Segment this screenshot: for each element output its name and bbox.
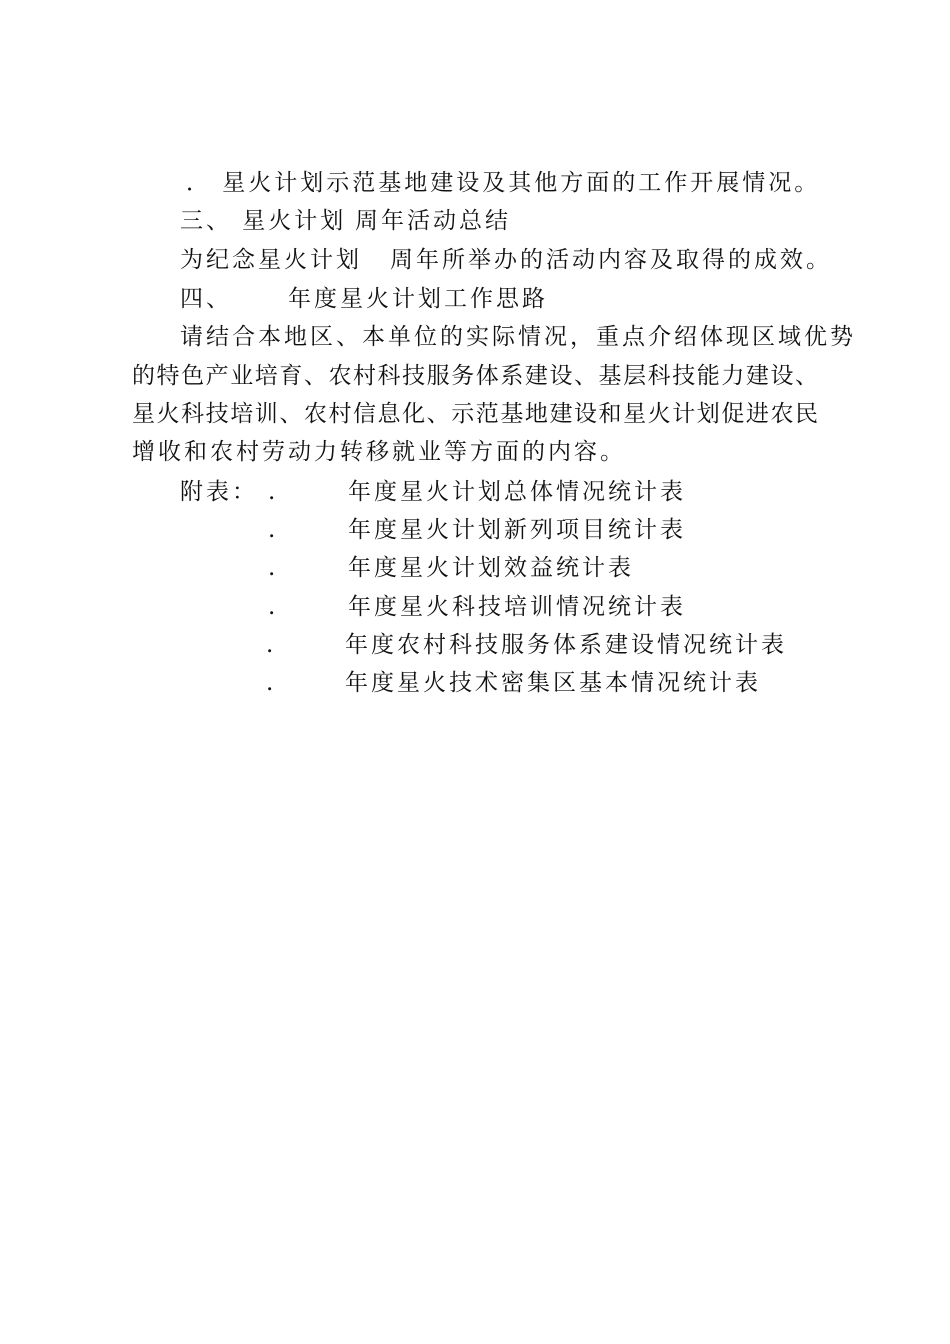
appendix-item-marker: . [268, 555, 279, 581]
section3-heading-part-b: 周年活动总结 [355, 208, 511, 234]
section3-body-part-b: 周年所举办的活动内容及取得的成效。 [390, 247, 832, 273]
appendix-item-text: 年度星火计划总体情况统计表 [348, 479, 686, 505]
section4-heading-part-a: 四、 [180, 286, 232, 312]
section4-body-line-2: 的特色产业培育、农村科技服务体系建设、基层科技能力建设、 [132, 363, 818, 389]
appendix-item-text: 年度农村科技服务体系建设情况统计表 [345, 632, 787, 658]
section3-body-part-a: 为纪念星火计划 [180, 247, 362, 273]
section3-heading-part-a: 三、 星火计划 [180, 208, 347, 234]
appendix-item-text: 年度星火科技培训情况统计表 [348, 594, 686, 620]
appendix-item-marker: . [266, 670, 277, 696]
appendix-item-marker: . [266, 632, 277, 658]
appendix-label: 附表： [180, 479, 258, 505]
appendix-item-marker: . [268, 594, 279, 620]
section4-body-line-3: 星火科技培训、农村信息化、示范基地建设和星火计划促进农民 [132, 401, 818, 427]
appendix-item-marker: . [268, 517, 279, 543]
appendix-item-text: 年度星火计划新列项目统计表 [348, 517, 686, 543]
appendix-item-marker: . [268, 479, 279, 505]
section4-heading-part-b: 年度星火计划工作思路 [288, 286, 548, 312]
item-line: ． 星火计划示范基地建设及其他方面的工作开展情况。 [186, 170, 821, 196]
appendix-item-text: 年度星火技术密集区基本情况统计表 [345, 670, 761, 696]
section4-body-line-1: 请结合本地区、本单位的实际情况，重点介绍体现区域优势 [180, 324, 856, 350]
appendix-item-text: 年度星火计划效益统计表 [348, 555, 634, 581]
section4-body-line-4: 增收和农村劳动力转移就业等方面的内容。 [132, 439, 626, 465]
